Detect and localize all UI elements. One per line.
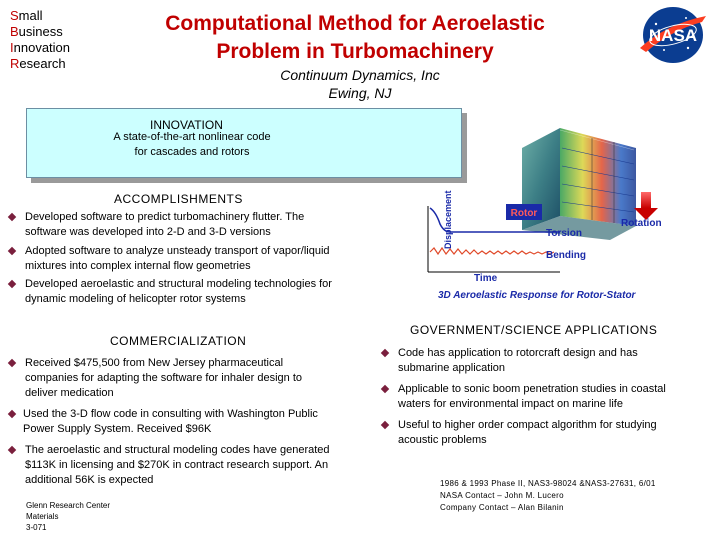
bullet-diamond-icon	[8, 359, 17, 368]
accomplishment-item: Developed software to predict turbomachinery flutter. The software was developed into 2-D and 3-D versions	[8, 210, 408, 240]
bullet-diamond-icon	[381, 421, 390, 430]
footer-center-info: Glenn Research Center Materials 3-071	[26, 501, 111, 532]
footer-contract-info: 1986 & 1993 Phase II, NAS3-98024 &NAS3-27631, 6/01 NASA Contact – John M. Lucero Company Contact – Alan Bilanin	[440, 479, 656, 512]
page-title	[120, 10, 590, 66]
bullet-diamond-icon	[8, 446, 17, 455]
torsion-label: Torsion	[546, 228, 582, 239]
sbir-line: Small	[10, 8, 43, 23]
sbir-line: Innovation	[10, 40, 71, 55]
commercialization-item: The aeroelastic and structural modeling codes have generated $113K in licensing and $270K in contract research support. An additional 56K is expected	[8, 443, 370, 489]
bullet-diamond-icon	[381, 385, 390, 394]
bullet-diamond-icon	[381, 349, 390, 358]
government-item: Applicable to sonic boom penetration studies in coastal waters for environmental impact on marine life	[381, 382, 711, 412]
title-line-2: Problem in Turbomachinery	[216, 40, 494, 63]
cfd-render	[522, 128, 636, 240]
sbir-line: Research	[10, 56, 66, 71]
innovation-line-1: A state-of-the-art nonlinear code	[113, 131, 271, 143]
sbir-line: Business	[10, 24, 63, 39]
company-info	[240, 66, 480, 102]
commercialization-item: Used the 3-D flow code in consulting with Washington Public Power Supply System. Received $96K	[8, 407, 370, 437]
accomplishment-item: Developed aeroelastic and structural modeling technologies for dynamic modeling of helicopter rotor systems	[8, 277, 408, 307]
commercialization-title: COMMERCIALIZATION	[110, 334, 247, 348]
bullet-diamond-icon	[8, 213, 17, 222]
sbir-label	[10, 8, 70, 72]
graphic-caption: 3D Aeroelastic Response for Rotor-Stator	[438, 290, 636, 301]
logo-text: NASA	[648, 26, 698, 45]
innovation-text	[102, 130, 282, 160]
rotation-arrow-icon	[634, 192, 658, 220]
y-axis-label: Displacement	[443, 190, 453, 249]
rotor-label: Rotor	[510, 208, 538, 219]
nasa-meatball-logo	[636, 4, 710, 66]
innovation-line-2: for cascades and rotors	[134, 146, 250, 158]
company-name: Continuum Dynamics, Inc	[280, 67, 440, 83]
bullet-diamond-icon	[8, 280, 17, 289]
government-title: GOVERNMENT/SCIENCE APPLICATIONS	[410, 323, 658, 337]
accomplishment-item: Adopted software to analyze unsteady transport of vapor/liquid mixtures into complex internal flow geometries	[8, 244, 408, 274]
title-line-1: Computational Method for Aeroelastic	[165, 12, 545, 35]
x-axis-label: Time	[474, 273, 498, 284]
bullet-diamond-icon	[8, 410, 17, 419]
commercialization-item: Received $475,500 from New Jersey pharmaceutical companies for adapting the software for inhaler design to deliver medication	[8, 356, 370, 402]
bullet-diamond-icon	[8, 247, 17, 256]
company-location: Ewing, NJ	[328, 85, 392, 101]
accomplishments-title: ACCOMPLISHMENTS	[114, 192, 243, 206]
rotation-label: Rotation	[621, 218, 662, 229]
innovation-title: INNOVATION	[150, 118, 223, 132]
bending-label: Bending	[546, 250, 586, 261]
aeroelastic-graphic	[410, 108, 715, 308]
government-item: Useful to higher order compact algorithm for studying acoustic problems	[381, 418, 711, 448]
government-item: Code has application to rotorcraft design and has submarine application	[381, 346, 711, 376]
